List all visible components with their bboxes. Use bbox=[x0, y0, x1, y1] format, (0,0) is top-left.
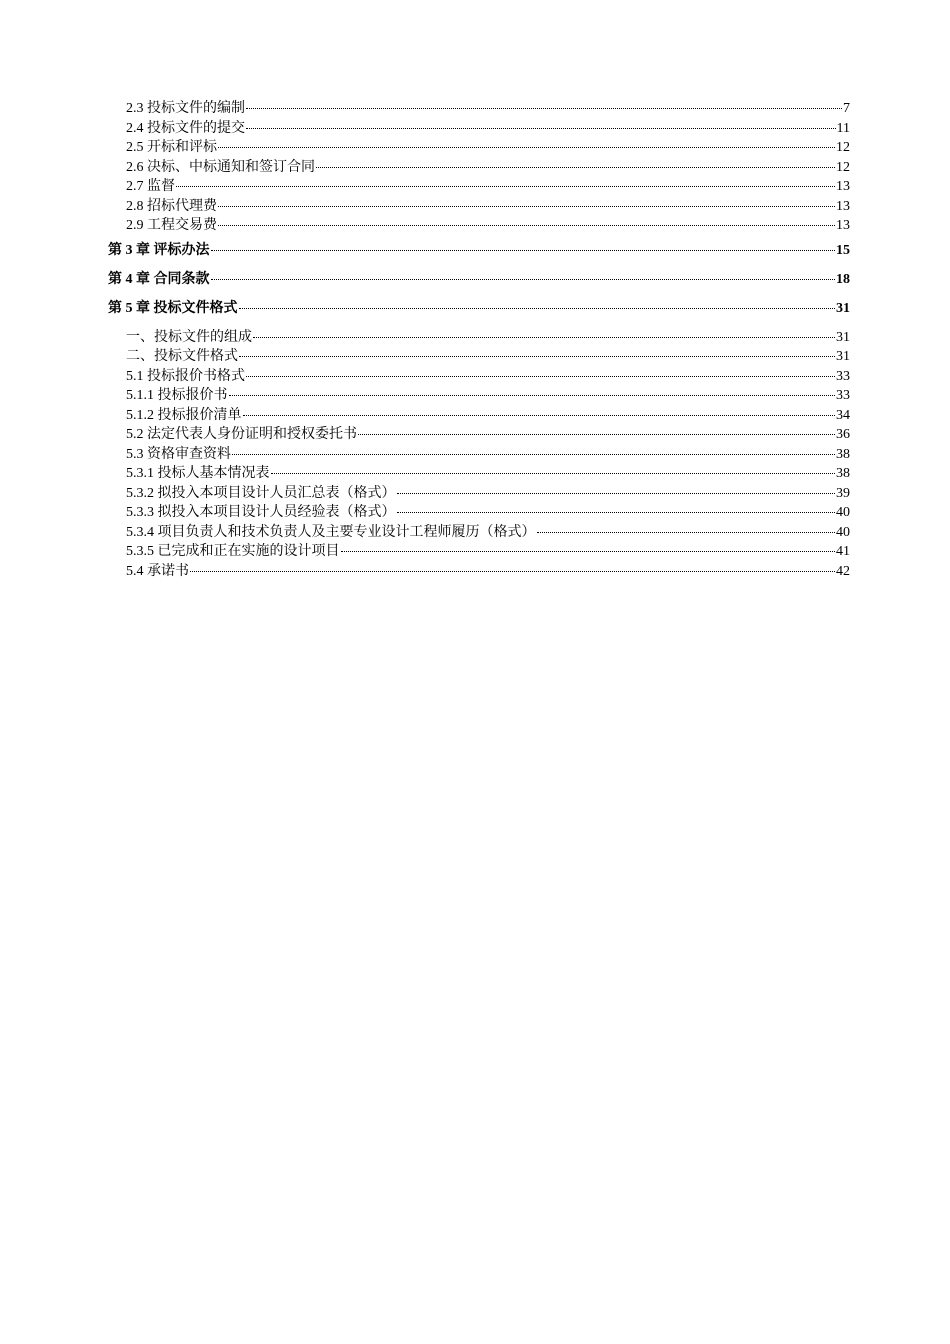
toc-entry[interactable] bbox=[108, 523, 850, 543]
toc-entry[interactable] bbox=[108, 328, 850, 348]
toc-entry-title: 5.3.3 拟投入本项目设计人员经验表（格式） bbox=[126, 505, 396, 520]
toc-leader-dots bbox=[246, 128, 836, 129]
toc-entry-title: 5.3.2 拟投入本项目设计人员汇总表（格式） bbox=[126, 485, 396, 501]
toc-leader-dots bbox=[253, 337, 835, 338]
toc-entry-page: 31 bbox=[836, 349, 850, 364]
toc-chapter-title: 第 4 章 合同条款 bbox=[108, 271, 210, 287]
toc-chapter-title: 第 5 章 投标文件格式 bbox=[108, 300, 238, 316]
toc-entry-page: 12 bbox=[836, 140, 850, 155]
toc-entry[interactable] bbox=[108, 542, 850, 562]
toc-leader-dots bbox=[239, 356, 835, 357]
toc-chapter-title: 第 3 章 评标办法 bbox=[108, 242, 210, 258]
toc-entry-title: 2.5 开标和评标 bbox=[126, 140, 217, 155]
toc-leader-dots bbox=[190, 571, 835, 572]
toc-entry[interactable] bbox=[108, 177, 850, 197]
toc-entry-page: 34 bbox=[836, 407, 850, 423]
toc-entry-page: 7 bbox=[843, 101, 850, 116]
toc-entry[interactable] bbox=[108, 406, 850, 426]
toc-leader-dots bbox=[239, 308, 836, 309]
toc-entry-page: 41 bbox=[836, 544, 850, 559]
toc-leader-dots bbox=[218, 206, 835, 207]
toc-entry[interactable] bbox=[108, 99, 850, 119]
toc-chapter-entry[interactable] bbox=[108, 299, 850, 318]
toc-entry-title: 5.3.5 已完成和正在实施的设计项目 bbox=[126, 544, 340, 559]
toc-entry-title: 二、投标文件格式 bbox=[126, 349, 238, 364]
toc-entry-title: 一、投标文件的组成 bbox=[126, 329, 252, 345]
toc-entry-title: 2.4 投标文件的提交 bbox=[126, 120, 245, 136]
toc-entry-title: 5.1 投标报价书格式 bbox=[126, 368, 245, 384]
toc-entry-page: 13 bbox=[836, 198, 850, 214]
toc-entry-page: 38 bbox=[836, 446, 850, 462]
toc-leader-dots bbox=[537, 532, 836, 533]
toc-entry-title: 2.6 决标、中标通知和签订合同 bbox=[126, 159, 315, 175]
toc-leader-dots bbox=[211, 250, 836, 251]
toc-entry-title: 5.2 法定代表人身份证明和授权委托书 bbox=[126, 427, 357, 442]
toc-entry-page: 40 bbox=[836, 524, 850, 540]
toc-entry-page: 13 bbox=[836, 218, 850, 233]
toc-entry-page: 38 bbox=[836, 466, 850, 481]
toc-entry-page: 11 bbox=[836, 120, 850, 136]
toc-entry-title: 5.3 资格审查资料 bbox=[126, 446, 231, 462]
toc-chapter-entry[interactable] bbox=[108, 270, 850, 289]
toc-entry[interactable] bbox=[108, 197, 850, 217]
toc-entry-title: 2.9 工程交易费 bbox=[126, 218, 217, 233]
toc-entry-title: 5.3.4 项目负责人和技术负责人及主要专业设计工程师履历（格式） bbox=[126, 524, 536, 540]
toc-chapter-entry[interactable] bbox=[108, 241, 850, 260]
toc-entry-title: 5.4 承诺书 bbox=[126, 563, 189, 579]
toc-entry[interactable] bbox=[108, 562, 850, 582]
toc-entry-title: 5.3.1 投标人基本情况表 bbox=[126, 466, 270, 481]
toc-leader-dots bbox=[232, 454, 835, 455]
toc-entry-page: 12 bbox=[836, 159, 850, 175]
toc-entry-title: 2.8 招标代理费 bbox=[126, 198, 217, 214]
toc-leader-dots bbox=[229, 395, 836, 396]
toc-leader-dots bbox=[218, 147, 835, 148]
toc-entry[interactable] bbox=[108, 119, 850, 139]
toc-leader-dots bbox=[211, 279, 836, 280]
toc-leader-dots bbox=[218, 225, 835, 226]
toc-entry-page: 36 bbox=[836, 427, 850, 442]
toc-leader-dots bbox=[243, 415, 836, 416]
toc-leader-dots bbox=[316, 167, 835, 168]
toc-entry-page: 33 bbox=[836, 388, 850, 403]
toc-chapter-page: 18 bbox=[836, 271, 850, 287]
toc-entry-page: 31 bbox=[836, 329, 850, 345]
toc-leader-dots bbox=[358, 434, 835, 435]
toc-leader-dots bbox=[176, 186, 835, 187]
toc-leader-dots bbox=[397, 512, 836, 513]
toc-entry-page: 40 bbox=[836, 505, 850, 520]
table-of-contents bbox=[108, 99, 850, 581]
toc-entry[interactable] bbox=[108, 503, 850, 523]
toc-chapter-page: 15 bbox=[836, 242, 850, 258]
toc-entry[interactable] bbox=[108, 386, 850, 406]
toc-leader-dots bbox=[341, 551, 836, 552]
toc-entry-page: 42 bbox=[836, 563, 850, 579]
toc-entry[interactable] bbox=[108, 484, 850, 504]
toc-entry-title: 5.1.2 投标报价清单 bbox=[126, 407, 242, 423]
toc-entry-title: 2.7 监督 bbox=[126, 179, 175, 194]
toc-leader-dots bbox=[397, 493, 836, 494]
toc-entry[interactable] bbox=[108, 347, 850, 367]
toc-leader-dots bbox=[271, 473, 836, 474]
toc-leader-dots bbox=[246, 376, 835, 377]
toc-entry[interactable] bbox=[108, 138, 850, 158]
toc-entry-title: 2.3 投标文件的编制 bbox=[126, 101, 245, 116]
toc-entry-page: 33 bbox=[836, 368, 850, 384]
toc-entry[interactable] bbox=[108, 464, 850, 484]
toc-entry[interactable] bbox=[108, 425, 850, 445]
toc-entry[interactable] bbox=[108, 445, 850, 465]
toc-entry[interactable] bbox=[108, 158, 850, 178]
toc-chapter-page: 31 bbox=[836, 300, 850, 316]
toc-entry-page: 39 bbox=[836, 485, 850, 501]
toc-entry-page: 13 bbox=[836, 179, 850, 194]
toc-entry[interactable] bbox=[108, 216, 850, 236]
toc-entry-title: 5.1.1 投标报价书 bbox=[126, 388, 228, 403]
toc-entry[interactable] bbox=[108, 367, 850, 387]
toc-leader-dots bbox=[246, 108, 842, 109]
